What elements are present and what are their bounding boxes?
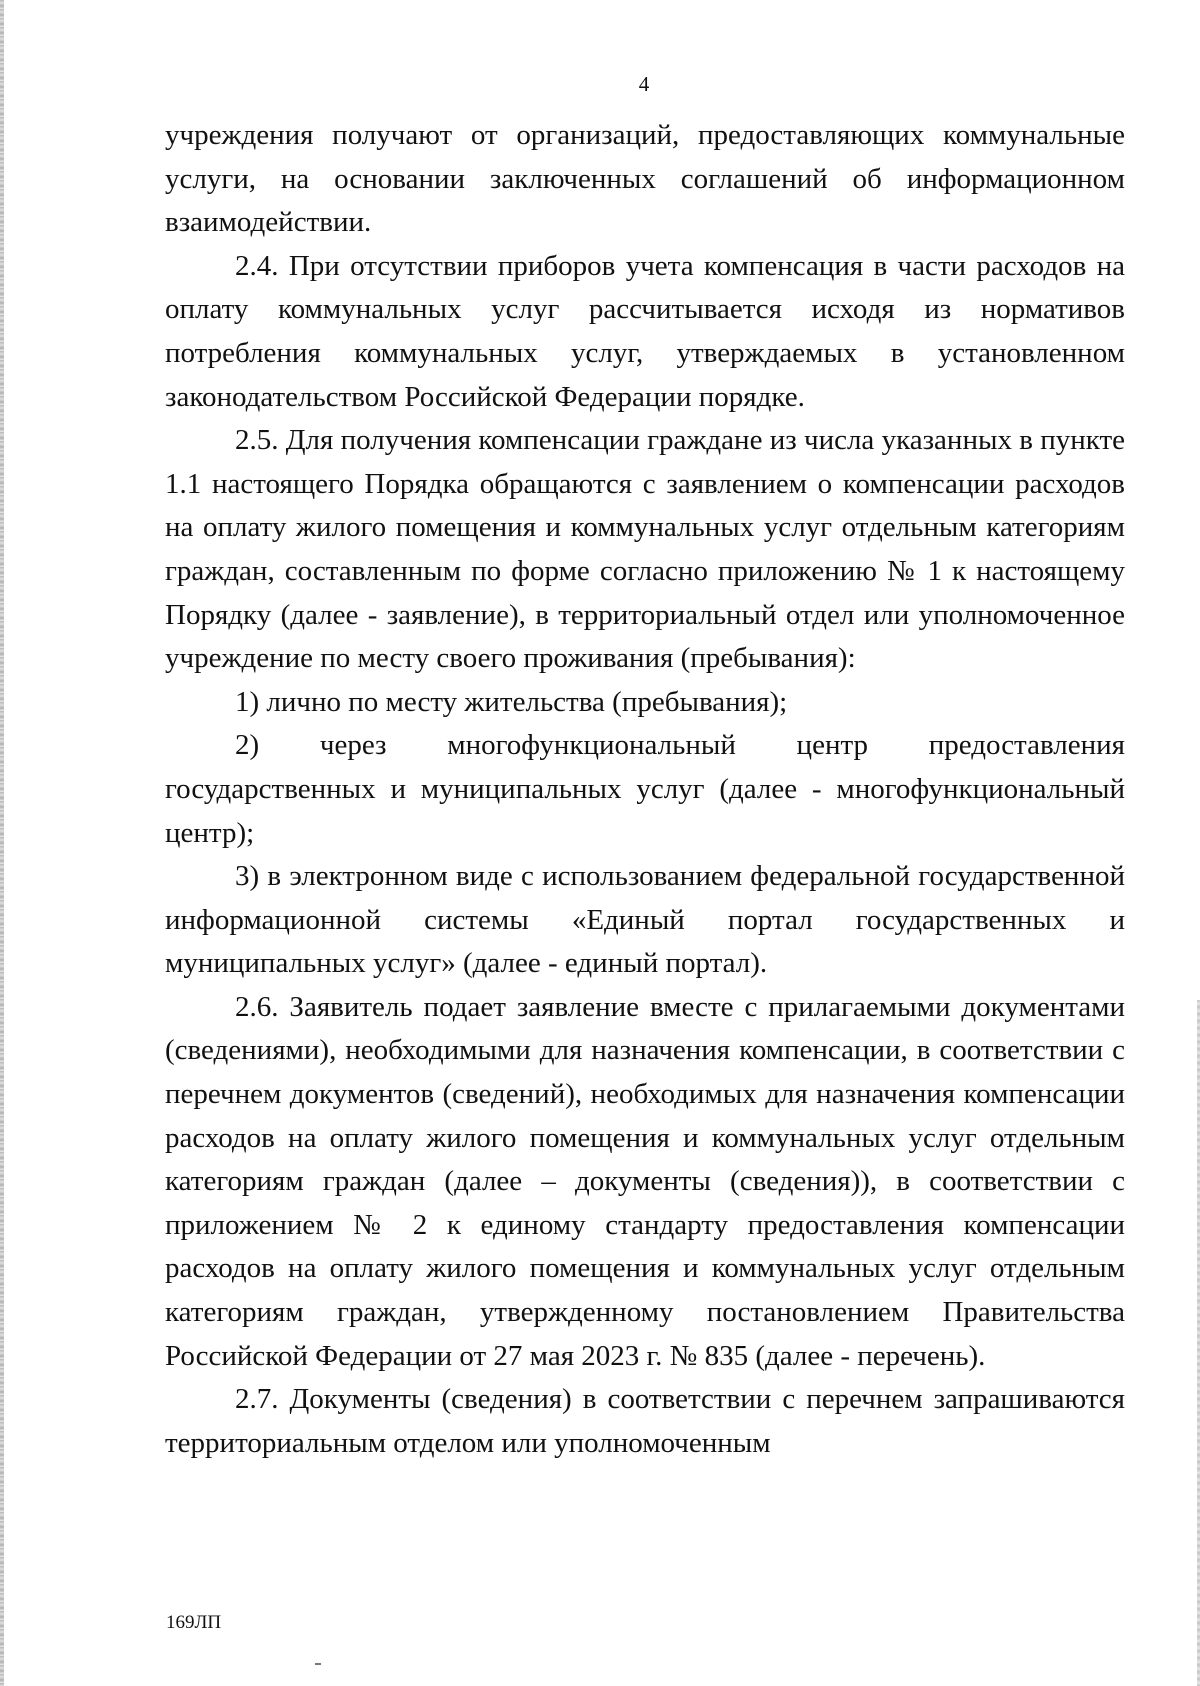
paragraph-2-7: 2.7. Документы (сведения) в соответствии с перечнем запрашиваются территориальным отделом или уполномоченным: [165, 1383, 1125, 1459]
document-body: [165, 114, 1125, 1465]
document-code: 169ЛП: [166, 1612, 222, 1633]
list-item-1: 1) лично по месту жительства (пребывания);: [235, 685, 788, 718]
list-item-2: 2) через многофункциональный центр предоставления государственных и муниципальных услуг (далее - многофункциональный центр);: [165, 729, 1125, 849]
page-number: 4: [638, 72, 650, 96]
scan-speck: [315, 1663, 321, 1665]
list-item-3: 3) в электронном виде с использованием федеральной государственной информационной системы «Единый портал государственных и муниципальных услуг» (далее - единый портал).: [165, 860, 1125, 980]
scan-edge-left: [0, 0, 4, 1686]
paragraph-2-4: 2.4. При отсутствии приборов учета компенсация в части расходов на оплату коммунальных услуг рассчитывается исходя из нормативов потребления коммунальных услуг, утверждаемых в установленном законодательством Российской Федерации порядке.: [165, 249, 1125, 413]
paragraph-continuation: учреждения получают от организаций, предоставляющих коммунальные услуги, на основании заключенных соглашений об информационном взаимодействии.: [165, 119, 1125, 239]
paragraph-2-6: 2.6. Заявитель подает заявление вместе с прилагаемыми документами (сведениями), необходимыми для назначения компенсации, в соответствии с перечнем документов (сведений), необходимых для назначения компенсации расходов на оплату жилого помещения и коммунальных услуг отдельным категориям граждан (далее – документы (сведения)), в соответствии с приложением № 2 к единому стандарту предоставления компенсации расходов на оплату жилого помещения и коммунальных услуг отдельным категориям граждан, утвержденному постановлением Правительства Российской Федерации от 27 мая 2023 г. № 835 (далее - перечень).: [165, 990, 1125, 1372]
paragraph-2-5: 2.5. Для получения компенсации граждане из числа указанных в пункте 1.1 настоящего Порядка обращаются с заявлением о компенсации расходов на оплату жилого помещения и коммунальных услуг отдельным категориям граждан, составленным по форме согласно приложению № 1 к настоящему Порядку (далее - заявление), в территориальный отдел или уполномоченное учреждение по месту своего проживания (пребывания):: [165, 424, 1125, 675]
